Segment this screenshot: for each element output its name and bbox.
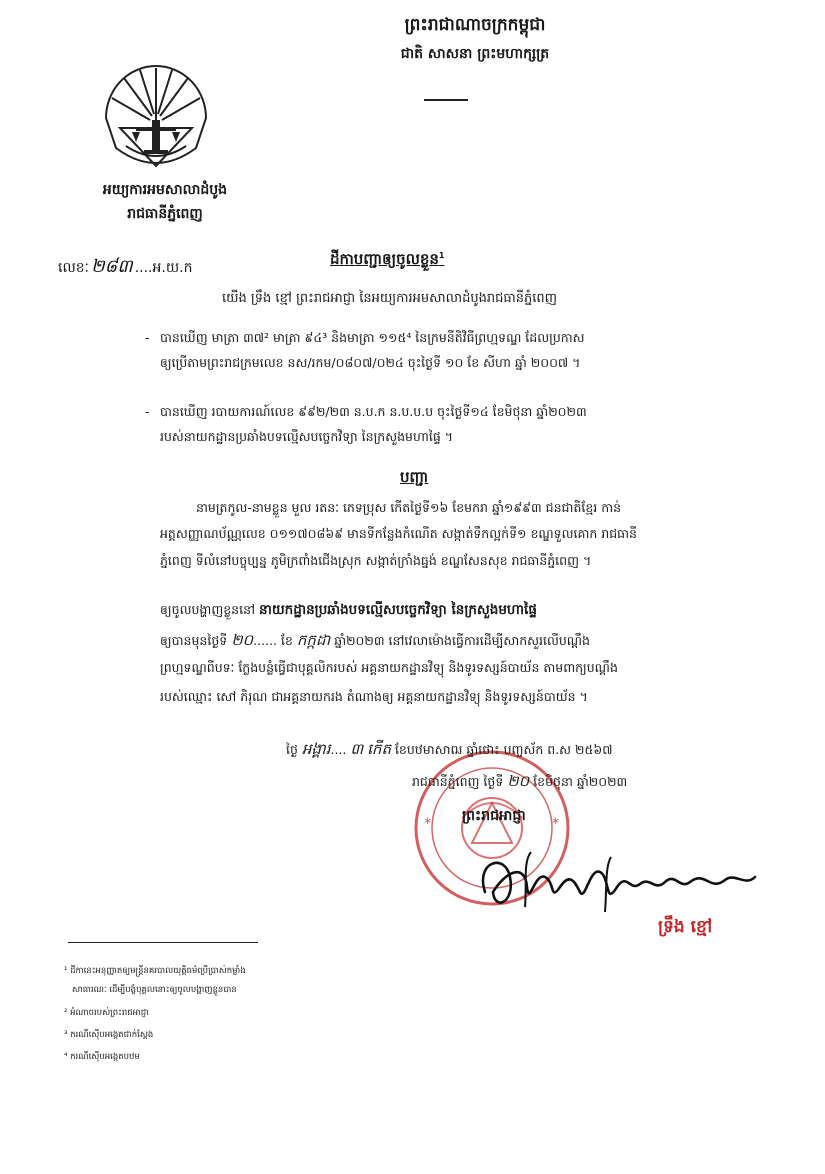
consideration-1-line-2: ឲ្យប្រើតាមព្រះរាជក្រមលេខ នស/រកម/០៨០៧/០២៤ ចុះថ្ងៃទី ១០ ខែ សីហា ឆ្នាំ ២០០៧ ។	[160, 355, 581, 370]
body-line-2: អត្តសញ្ញាណប័ណ្ណលេខ ០១១៧០៨៦៩ មានទីកន្លែងកំណើត សង្កាត់ទឹកល្អក់ទី១ ខណ្ឌទួលគោក រាជធានី	[160, 526, 637, 541]
footnote-1: ¹ ដីកានេះអនុញ្ញាតឲ្យមន្ត្រីនគរបាលយុត្តិធម៌ប្រើប្រាស់កម្លាំង	[64, 966, 246, 976]
bullet-dash: -	[145, 330, 150, 345]
reference-handwritten-number: ២៨៣	[90, 256, 133, 277]
body-line-complainant: របស់ឈ្មោះ សៅ ភិរុណ ជាអគ្គនាយករង តំណាងឲ្យ អគ្គនាយកដ្ឋានវិទ្យុ និងទូរទស្សន៍បាយ័ន ។	[160, 689, 588, 704]
document-title: ដីកាបញ្ជាឲ្យចូលខ្លួន$^1$	[330, 250, 445, 268]
header-divider	[424, 99, 468, 101]
handwritten-signature-icon	[465, 832, 765, 922]
kingdom-heading: ព្រះរាជាណាចក្រកម្ពុជា	[404, 15, 546, 35]
office-location: រាជធានីភ្នំពេញ	[127, 206, 203, 222]
order-heading: បញ្ជា	[400, 468, 429, 486]
signatory-title: ព្រះរាជអាជ្ញា	[462, 808, 526, 824]
handwritten-month: កក្កដា	[296, 631, 331, 649]
summons-department: នាយកដ្ឋានប្រឆាំងបទល្មើសបច្ចេកវិទ្យា នៃក្រសួងមហាផ្ទៃ	[258, 602, 537, 618]
summons-intro: ឲ្យចូលបង្ហាញខ្លួននៅ	[160, 602, 255, 617]
summons-deadline-line: ឲ្យបានមុនថ្ងៃទី ២០...... ខែ កក្កដា ឆ្នាំ២០២៣ នៅវេលាម៉ោងធ្វើការដើម្បីសាកសួរលើបណ្ដឹង	[160, 631, 590, 649]
svg-text:*: *	[424, 816, 431, 832]
footnote-4: ⁴ ករណីស៊ើបអង្កេតបឋម	[64, 1052, 140, 1062]
prosecution-emblem-icon	[96, 58, 216, 178]
body-line-3: ភ្នំពេញ ទីលំនៅបច្ចុប្បន្ន ភូមិក្រពាំងជើងស្រុក សង្កាត់ក្រាំងធ្នង់ ខណ្ឌសែនសុខ រាជធានីភ្នំពេញ ។	[160, 553, 592, 568]
reference-suffix: ....អ.យ.ក	[134, 260, 193, 276]
handwritten-solar-day: ២០	[507, 772, 530, 790]
footnote-3: ³ ករណីស៊ើបអង្កេតជាក់ស្ដែង	[64, 1030, 154, 1040]
signer-name: ទ្រឹង ខ្មៅ	[658, 917, 713, 937]
handwritten-lunar-phase: កើត	[367, 740, 391, 758]
solar-date-line: រាជធានីភ្នំពេញ ថ្ងៃទី ២០ ខែមិថុនា ឆ្នាំ២០២៣	[412, 772, 628, 790]
summons-location-line	[160, 601, 537, 621]
reference-number	[58, 254, 193, 281]
reference-label: លេខៈ	[58, 260, 89, 276]
svg-text:*: *	[552, 816, 559, 832]
issuer-line: យើង ទ្រឹង ខ្មៅ ព្រះរាជអាជ្ញា នៃអយ្យការអមសាលាដំបូងរាជធានីភ្នំពេញ	[222, 291, 558, 306]
national-motto: ជាតិ សាសនា ព្រះមហាក្សត្រ	[400, 46, 550, 62]
handwritten-lunar-number: ៣	[350, 740, 364, 758]
title-footnote-mark: 1	[438, 251, 445, 260]
handwritten-day: ២០	[231, 631, 254, 649]
footnote-1-continued: សាធារណៈ ដើម្បីបង្ខំបុគ្គលនោះឲ្យចូលបង្ហាញខ្លួនបាន	[72, 985, 237, 995]
consideration-2-line-2: របស់នាយកដ្ឋានប្រឆាំងបទល្មើសបច្ចេកវិទ្យា នៃក្រសួងមហាផ្ទៃ ។	[160, 429, 453, 444]
handwritten-weekday: អង្គារ	[301, 740, 331, 758]
consideration-2-line-1: បានឃើញ របាយការណ៍លេខ ៩៩២/២៣ ន.ប.ក ន.ប.ប.ប ចុះថ្ងៃទី១៤ ខែមិថុនា ឆ្នាំ២០២៣	[160, 404, 587, 419]
lunar-date-line: ថ្ងៃ អង្គារ.... ៣ កើត ខែបឋមាសាឍ ឆ្នាំថោះ បញ្ចស័ក ព.ស ២៥៦៧	[286, 740, 613, 758]
office-name: អយ្យការអមសាលាដំបូង	[102, 182, 228, 198]
consideration-1-line-1: បានឃើញ មាត្រា ៣៧² មាត្រា ៩៤³ និងមាត្រា ១១៥⁴ នៃក្រមនីតិវិធីព្រហ្មទណ្ឌ ដែលប្រកាស	[160, 330, 585, 345]
body-line-charge: ព្រហ្មទណ្ឌពីបទៈ ក្លែងបន្លំធ្វើជាបុគ្គលិករបស់ អគ្គនាយកដ្ឋានវិទ្យុ និងទូរទស្សន៍បាយ័ន តាមពាក្យបណ្ដឹង	[160, 660, 618, 675]
footnote-divider	[68, 942, 258, 943]
footnote-2: ² អំណាចរបស់ព្រះរាជអាជ្ញា	[64, 1008, 149, 1018]
body-line-1: នាមត្រកូល-នាមខ្លួន មួល រតនៈ ភេទប្រុស កើតថ្ងៃទី១៦ ខែមករា ឆ្នាំ១៩៩៣ ជនជាតិខ្មែរ កាន់	[196, 500, 622, 515]
bullet-dash: -	[145, 404, 150, 419]
